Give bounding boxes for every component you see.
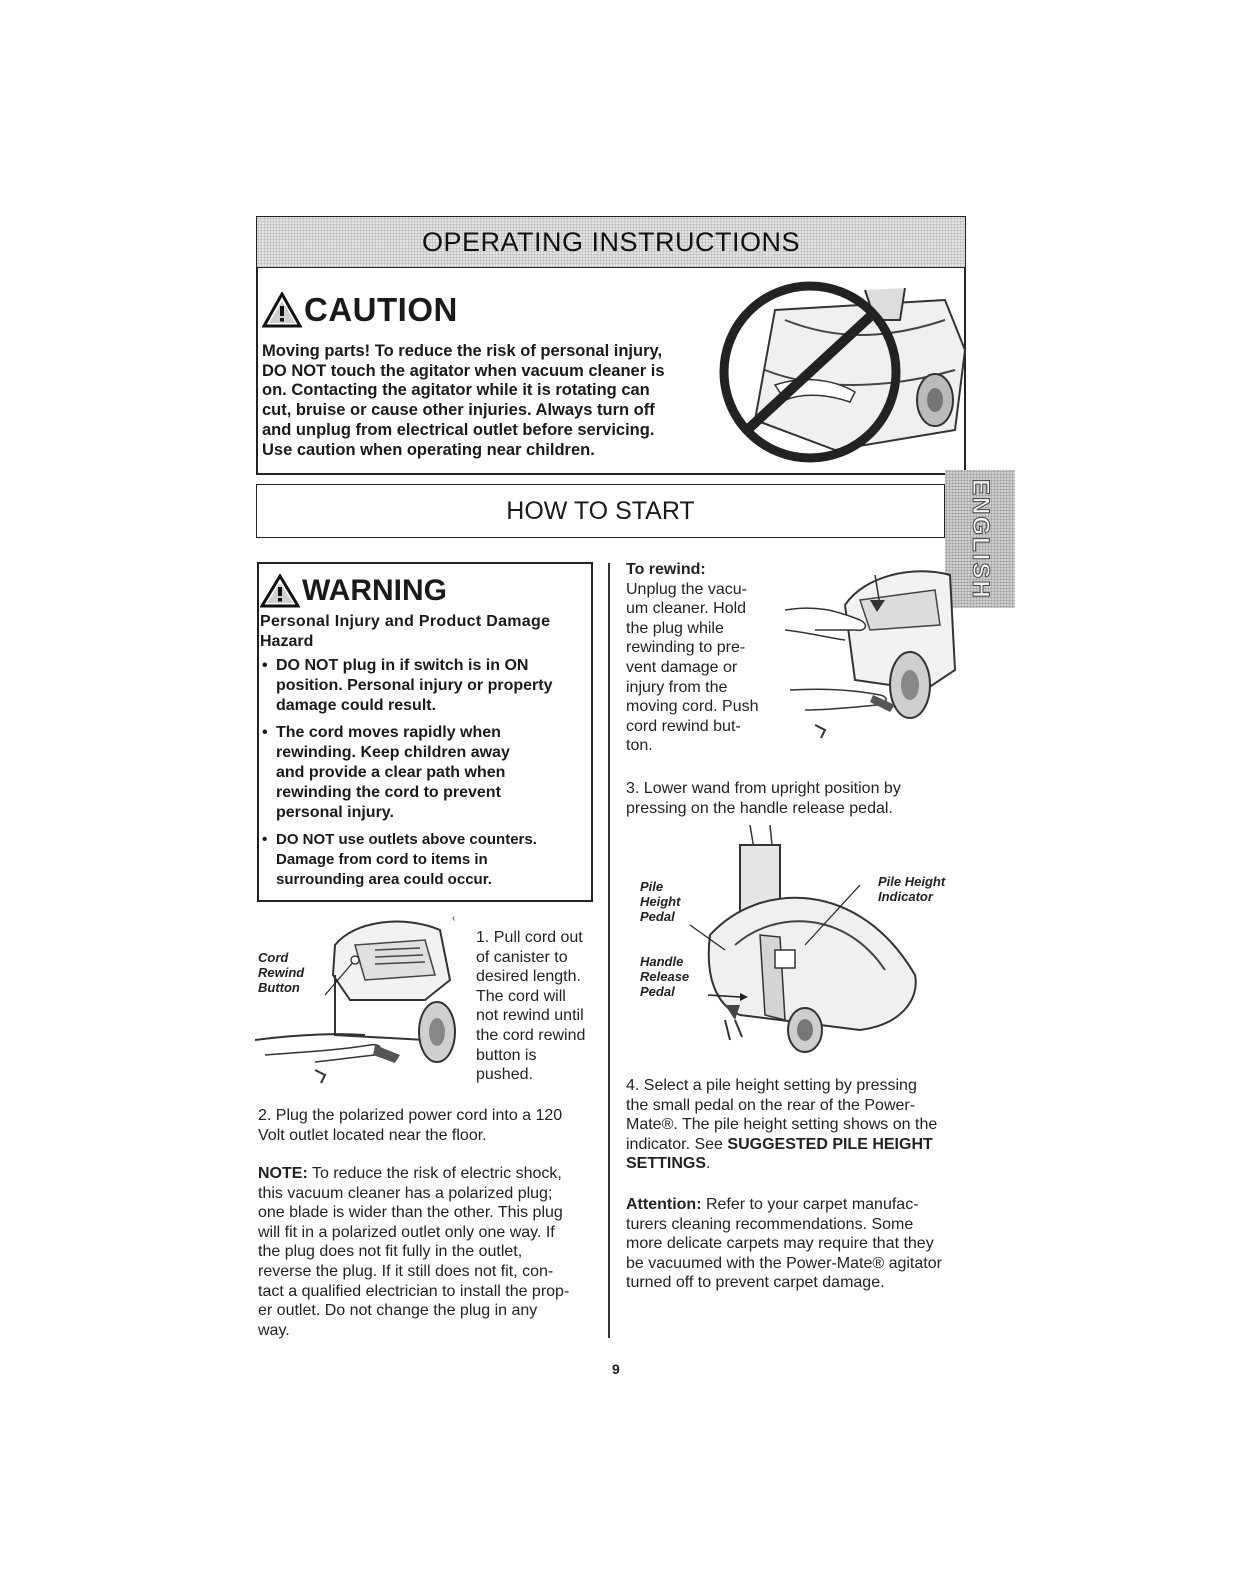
figure-label-line: Pedal [640, 984, 675, 999]
pile-height-pedal-label [640, 879, 680, 924]
attention-text [626, 1195, 942, 1293]
warning-line: surrounding area could occur. [276, 871, 492, 888]
pile-height-reference: SUGGESTED PILE HEIGHT [727, 1135, 933, 1153]
step-2-text [258, 1106, 562, 1145]
figure-label-line: Height [640, 894, 681, 909]
pile-height-illustration [680, 825, 940, 1060]
warning-line: • DO NOT plug in if switch is in ON [276, 657, 529, 674]
figure-label-line: Pile Height [878, 874, 946, 889]
step-line: pressing on the handle release pedal. [626, 799, 893, 817]
note-line: will fit in a polarized outlet only one way. If [258, 1223, 555, 1241]
step-line: not rewind until [476, 1007, 584, 1025]
page-title: OPERATING INSTRUCTIONS [421, 226, 801, 257]
warning-line: • DO NOT use outlets above counters. [276, 831, 537, 848]
warning-triangle-icon [262, 292, 302, 328]
warning-line: • The cord moves rapidly when [276, 724, 501, 741]
pile-height-indicator-label [878, 874, 945, 904]
figure-label-line: Release [640, 969, 690, 984]
rewind-line: ton. [626, 737, 653, 755]
warning-item [260, 723, 590, 823]
rewind-text [626, 560, 759, 756]
step-line: the small pedal on the rear of the Power- [626, 1096, 916, 1114]
figure-label-line: Pile [640, 879, 664, 894]
caution-text [262, 342, 722, 460]
caution-line: and unplug from electrical outlet before servicing. [262, 420, 655, 439]
how-to-start-bar [256, 484, 945, 538]
warning-line: and provide a clear path when [276, 764, 506, 781]
cord-rewind-label [258, 950, 304, 995]
note-text [258, 1164, 569, 1340]
warning-heading [260, 574, 447, 608]
step-line: of canister to [476, 948, 568, 966]
step-line: Volt outlet located near the floor. [258, 1126, 487, 1144]
note-line: tact a qualified electrician to install the prop- [258, 1282, 570, 1300]
note-line: this vacuum cleaner has a polarized plug; [258, 1184, 553, 1202]
step-line: . [706, 1155, 711, 1173]
warning-line: rewinding. Keep children away [276, 744, 510, 761]
step-3-text [626, 779, 901, 818]
warning-title: WARNING [302, 574, 447, 607]
attention-line: more delicate carpets may require that they [626, 1235, 934, 1253]
step-line: 2. Plug the polarized power cord into a 120 [258, 1107, 563, 1124]
warning-line: rewinding the cord to prevent [276, 784, 501, 801]
warning-list [260, 656, 590, 897]
caution-line: Moving parts! To reduce the risk of personal injury, [262, 342, 663, 360]
caution-heading [262, 291, 458, 329]
note-line: er outlet. Do not change the plug in any [258, 1302, 538, 1320]
language-tab-label: ENGLISH [967, 478, 994, 600]
attention-line: turers cleaning recommendations. Some [626, 1215, 914, 1233]
warning-line: position. Personal injury or property [276, 677, 553, 694]
warning-triangle-icon [260, 574, 300, 608]
step-1-text [476, 928, 585, 1085]
rewind-line: moving cord. Push [626, 698, 759, 716]
rewind-line: um cleaner. Hold [626, 600, 747, 618]
figure-label-line: Indicator [878, 889, 933, 904]
page-title-bar [256, 216, 966, 268]
rewind-line: cord rewind but- [626, 717, 741, 735]
rewind-line: Unplug the vacu- [626, 580, 747, 598]
note-line: one blade is wider than the other. This plug [258, 1204, 563, 1222]
rewind-label: To rewind: [626, 561, 706, 578]
figure-label-line: Handle [640, 954, 684, 969]
svg-text:‹: ‹ [452, 913, 456, 924]
warning-item [260, 830, 590, 890]
figure-label-line: Cord [258, 950, 289, 965]
step-line: button is [476, 1046, 537, 1064]
step-line: pushed. [476, 1066, 533, 1084]
warning-line: damage could result. [276, 697, 437, 714]
figure-label-line: Button [258, 980, 300, 995]
step-line: 4. Select a pile height setting by pressing [626, 1077, 917, 1094]
rewind-button-illustration [785, 560, 965, 750]
figure-label-line: Pedal [640, 909, 675, 924]
step-line: desired length. [476, 968, 581, 986]
note-line: To reduce the risk of electric shock, [307, 1165, 562, 1182]
cord-rewind-illustration [255, 905, 470, 1085]
note-line: reverse the plug. If it still does not fit, con- [258, 1262, 554, 1280]
handle-release-pedal-label [640, 954, 689, 999]
warning-line: Damage from cord to items in [276, 851, 488, 868]
note-label: NOTE: [258, 1165, 308, 1182]
note-line: the plug does not fit fully in the outlet, [258, 1243, 523, 1261]
attention-line: Refer to your carpet manufac- [701, 1196, 919, 1213]
step-line: the cord rewind [476, 1026, 586, 1044]
caution-line: cut, bruise or cause other injuries. Always turn off [262, 401, 655, 420]
column-divider [608, 563, 610, 1338]
step-line: 3. Lower wand from upright position by [626, 780, 901, 797]
caution-title: CAUTION [304, 291, 458, 328]
warning-line: personal injury. [276, 804, 394, 821]
warning-subtitle [260, 612, 590, 652]
warning-subtitle-line: Hazard [260, 633, 314, 650]
rewind-line: the plug while [626, 619, 724, 637]
page-number: 9 [612, 1361, 620, 1377]
step-4-text [626, 1076, 937, 1174]
warning-subtitle-line: Personal Injury and Product Damage [260, 613, 551, 630]
step-line: The cord will [476, 987, 566, 1005]
figure-label-line: Rewind [258, 965, 305, 980]
caution-line: Use caution when operating near children. [262, 440, 595, 459]
caution-line: on. Contacting the agitator while it is rotating can [262, 381, 650, 400]
step-line: Mate®. The pile height setting shows on the [626, 1116, 938, 1134]
caution-line: DO NOT touch the agitator when vacuum cleaner is [262, 361, 665, 380]
agitator-prohibition-illustration [715, 280, 975, 470]
rewind-line: injury from the [626, 678, 728, 696]
attention-line: be vacuumed with the Power-Mate® agitator [626, 1254, 942, 1272]
step-line: 1. Pull cord out [476, 929, 583, 946]
step-line: indicator. See [626, 1135, 728, 1153]
rewind-line: vent damage or [626, 658, 738, 676]
warning-item [260, 656, 590, 716]
section-title: HOW TO START [506, 496, 695, 525]
attention-label: Attention: [626, 1196, 702, 1213]
note-line: way. [258, 1321, 290, 1339]
rewind-line: rewinding to pre- [626, 639, 746, 657]
pile-height-reference: SETTINGS [626, 1155, 707, 1173]
attention-line: turned off to prevent carpet damage. [626, 1274, 885, 1292]
